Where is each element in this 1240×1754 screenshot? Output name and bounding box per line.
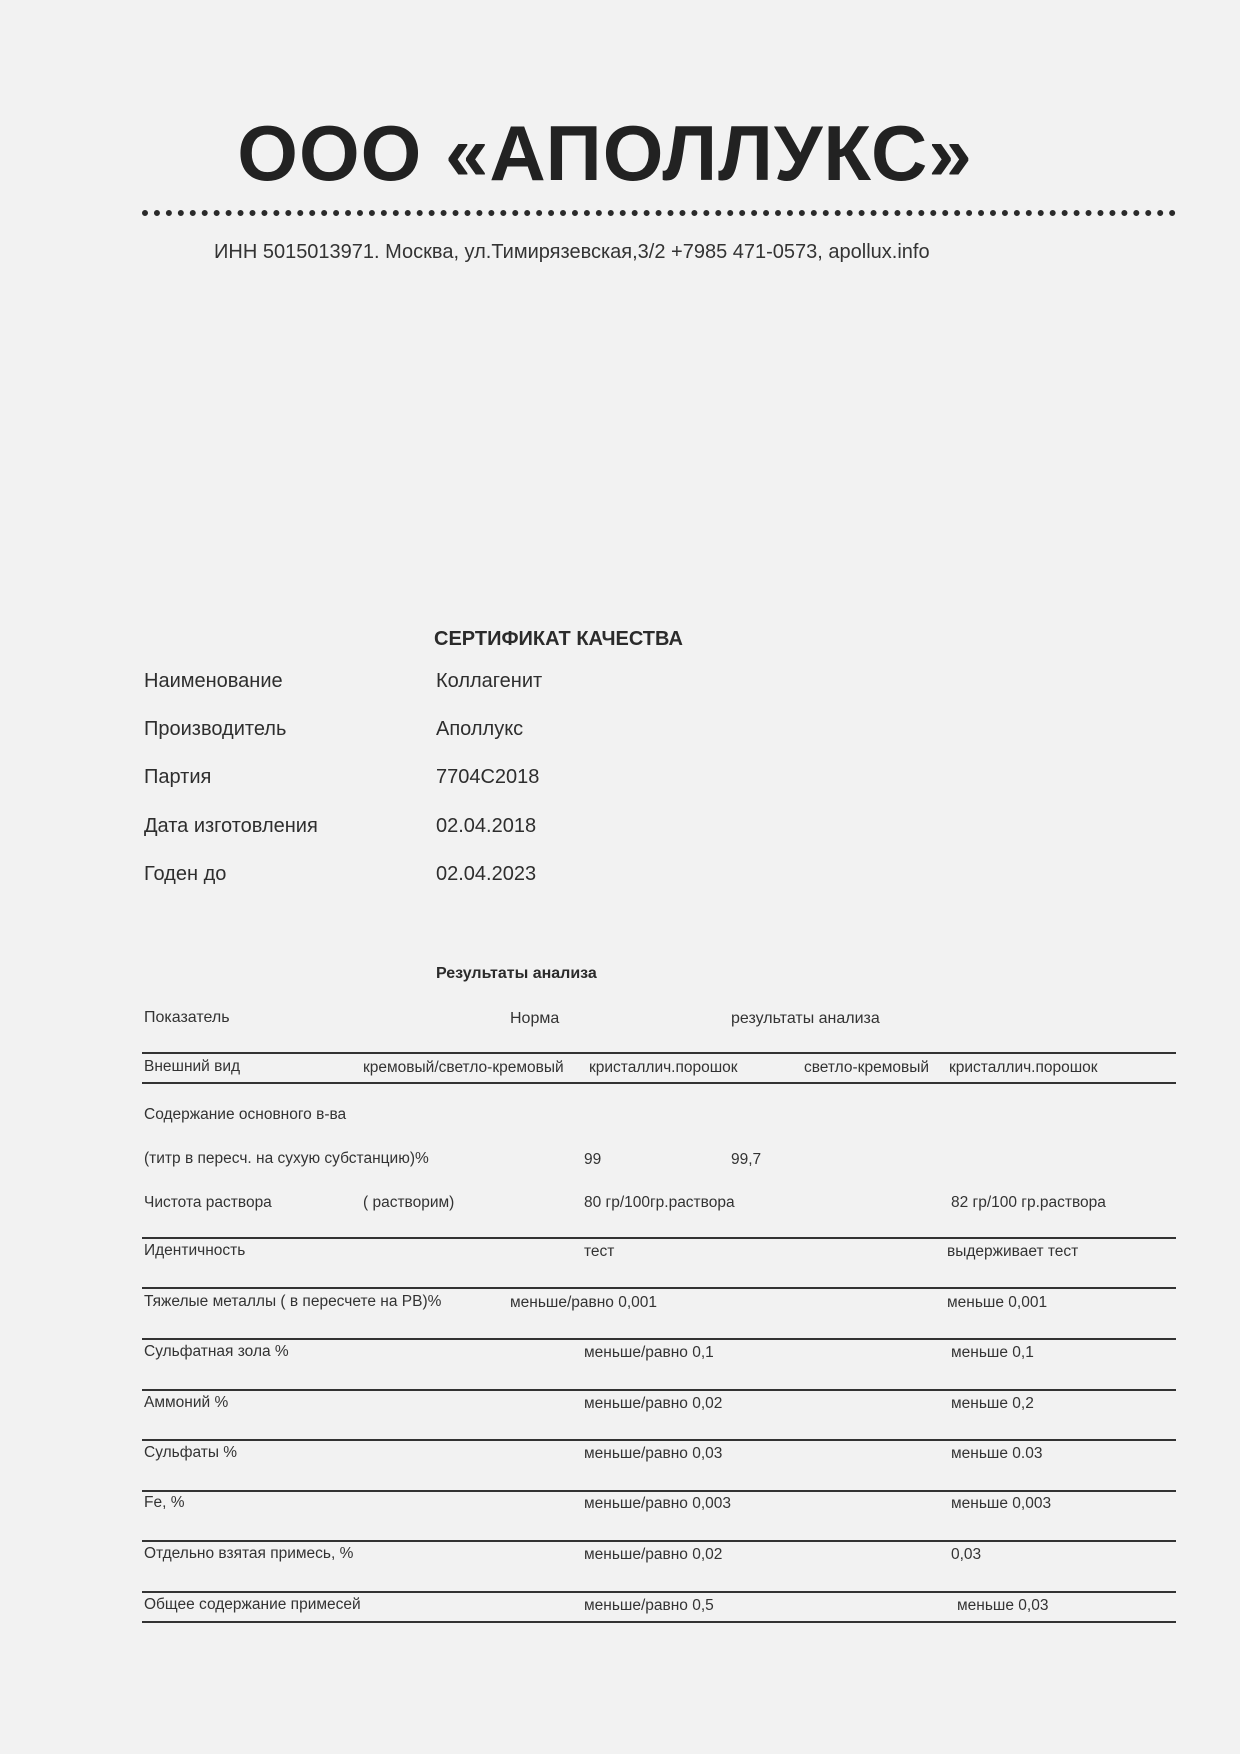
column-header-norm: Норма (510, 1010, 560, 1027)
appearance-norm-form: кристаллич.порошок (589, 1059, 738, 1076)
table-rule (142, 1621, 1176, 1623)
table-rule (142, 1540, 1176, 1542)
solution-purity-note: ( растворим) (363, 1194, 455, 1211)
row-norm-iron: меньше/равно 0,003 (584, 1495, 732, 1512)
field-value-name: Коллагенит (436, 670, 543, 692)
field-value-batch: 7704C2018 (436, 766, 540, 788)
row-norm-identity: тест (584, 1243, 615, 1260)
row-result-identity: выдерживает тест (947, 1243, 1079, 1260)
field-label-batch: Партия (144, 766, 212, 788)
row-result-heavy-metals: меньше 0,001 (947, 1294, 1048, 1311)
table-rule (142, 1439, 1176, 1441)
table-rule (142, 1237, 1176, 1239)
row-label-sulfates: Сульфаты % (144, 1444, 238, 1461)
row-result-ammonium: меньше 0,2 (951, 1395, 1034, 1412)
row-norm-sulfates: меньше/равно 0,03 (584, 1445, 723, 1462)
appearance-result-color: светло-кремовый (804, 1059, 930, 1076)
appearance-result-form: кристаллич.порошок (949, 1059, 1098, 1076)
main-substance-norm: 99 (584, 1151, 602, 1168)
main-substance-label-2: (титр в пересч. на сухую субстанцию)% (144, 1150, 429, 1167)
company-contact: ИНН 5015013971. Москва, ул.Тимирязевская,3/2 +7985 471-0573, apollux.info (214, 241, 930, 263)
field-label-manufacture-date: Дата изготовления (144, 815, 318, 837)
field-label-manufacturer: Производитель (144, 718, 287, 740)
row-label-appearance: Внешний вид (144, 1058, 241, 1075)
solution-purity-norm: 80 гр/100гр.раствора (584, 1194, 735, 1211)
solution-purity-result: 82 гр/100 гр.раствора (951, 1194, 1106, 1211)
field-label-expiry: Годен до (144, 863, 227, 885)
row-label-sulfate-ash: Сульфатная зола % (144, 1343, 289, 1360)
table-rule (142, 1052, 1176, 1054)
table-rule (142, 1591, 1176, 1593)
results-title: Результаты анализа (436, 965, 597, 982)
table-rule (142, 1389, 1176, 1391)
row-norm-sulfate-ash: меньше/равно 0,1 (584, 1344, 714, 1361)
certificate-title: СЕРТИФИКАТ КАЧЕСТВА (434, 628, 683, 650)
column-header-indicator: Показатель (144, 1009, 230, 1026)
column-header-result: результаты анализа (731, 1010, 880, 1027)
row-norm-total-impurities: меньше/равно 0,5 (584, 1597, 714, 1614)
table-rule (142, 1287, 1176, 1289)
row-label-single-impurity: Отдельно взятая примесь, % (144, 1545, 354, 1562)
row-result-iron: меньше 0,003 (951, 1495, 1052, 1512)
dotted-divider (142, 210, 1176, 216)
main-substance-label: Содержание основного в-ва (144, 1106, 347, 1123)
row-label-identity: Идентичность (144, 1242, 246, 1259)
main-substance-result: 99,7 (731, 1151, 762, 1168)
company-name: ООО «АПОЛЛУКС» (237, 109, 973, 197)
row-result-total-impurities: меньше 0,03 (957, 1597, 1049, 1614)
row-result-sulfate-ash: меньше 0,1 (951, 1344, 1034, 1361)
table-rule (142, 1338, 1176, 1340)
table-rule (142, 1490, 1176, 1492)
appearance-norm-color: кремовый/светло-кремовый (363, 1059, 564, 1076)
row-result-single-impurity: 0,03 (951, 1546, 982, 1563)
field-label-name: Наименование (144, 670, 283, 692)
field-value-manufacture-date: 02.04.2018 (436, 815, 537, 837)
table-rule (142, 1082, 1176, 1084)
field-value-expiry: 02.04.2023 (436, 863, 537, 885)
field-value-manufacturer: Аполлукс (436, 718, 524, 740)
row-label-iron: Fe, % (144, 1494, 185, 1511)
row-label-heavy-metals: Тяжелые металлы ( в пересчете на РВ)% (144, 1293, 442, 1310)
row-norm-ammonium: меньше/равно 0,02 (584, 1395, 723, 1412)
row-label-ammonium: Аммоний % (144, 1394, 229, 1411)
row-label-total-impurities: Общее содержание примесей (144, 1596, 361, 1613)
row-norm-heavy-metals: меньше/равно 0,001 (510, 1294, 658, 1311)
solution-purity-label: Чистота раствора (144, 1194, 272, 1211)
row-norm-single-impurity: меньше/равно 0,02 (584, 1546, 723, 1563)
row-result-sulfates: меньше 0.03 (951, 1445, 1043, 1462)
